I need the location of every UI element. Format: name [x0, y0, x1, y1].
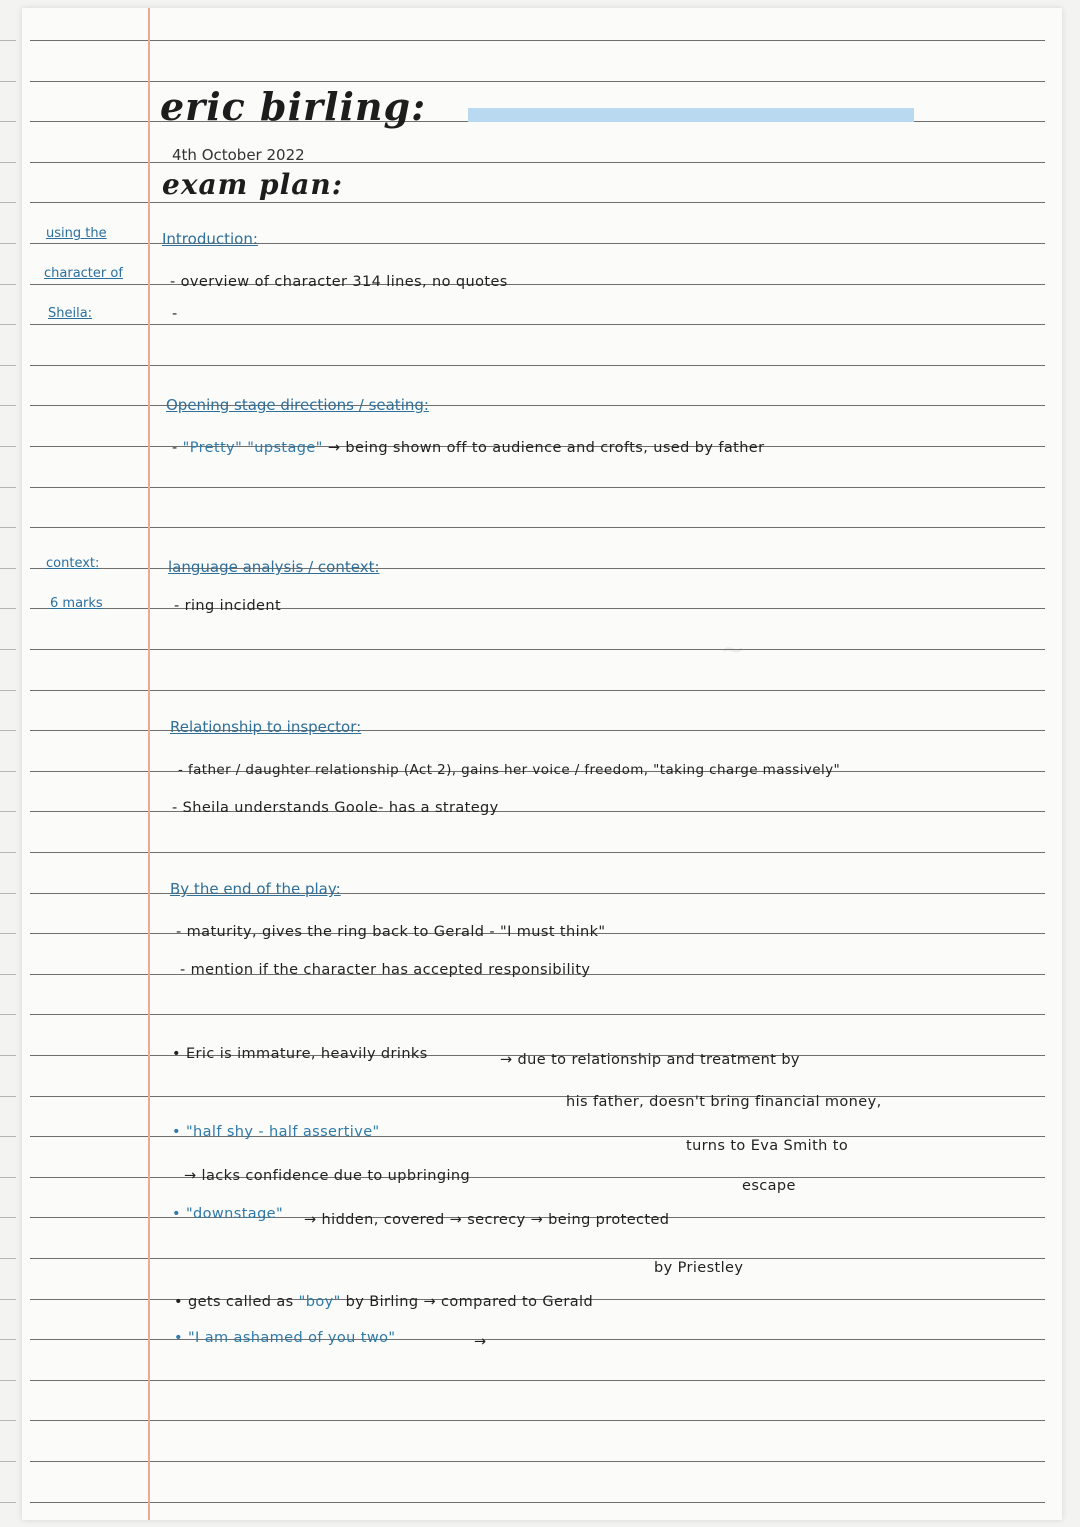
- binding-mark: [0, 1096, 16, 1097]
- ruled-line: [30, 1177, 1045, 1178]
- ruled-line: [30, 81, 1045, 82]
- eric-bullet-4: • gets called as "boy" by Birling → compared to Gerald: [174, 1294, 594, 1310]
- language-heading: language analysis / context:: [168, 558, 380, 576]
- ruled-line: [30, 365, 1045, 366]
- page-date: 4th October 2022: [172, 146, 305, 164]
- intro-line-1: - overview of character 314 lines, no quotes: [170, 274, 508, 290]
- ruled-line: [30, 852, 1045, 853]
- binding-mark: [0, 81, 16, 82]
- binding-mark: [0, 1177, 16, 1178]
- eric-bullet-5-arrow: →: [474, 1334, 487, 1350]
- binding-mark: [0, 405, 16, 406]
- binding-mark: [0, 40, 16, 41]
- ruled-line: [30, 527, 1045, 528]
- ruled-line: [30, 40, 1045, 41]
- ruled-line: [30, 202, 1045, 203]
- binding-mark: [0, 202, 16, 203]
- ruled-line: [30, 324, 1045, 325]
- relationship-heading: Relationship to inspector:: [170, 718, 362, 736]
- ruled-line: [30, 1502, 1045, 1503]
- binding-mark: [0, 1420, 16, 1421]
- ruled-line: [30, 649, 1045, 650]
- end-heading: By the end of the play:: [170, 880, 341, 898]
- binding-mark: [0, 1502, 16, 1503]
- ruled-line: [30, 1420, 1045, 1421]
- binding-mark: [0, 365, 16, 366]
- relationship-line-2: - Sheila understands Goole- has a strategy: [172, 800, 499, 816]
- binding-mark: [0, 1014, 16, 1015]
- binding-mark: [0, 1055, 16, 1056]
- eric-bullet-1-arrow: → due to relationship and treatment by: [500, 1052, 800, 1068]
- binding-mark: [0, 568, 16, 569]
- eric-bullet-3-quote: • "downstage": [172, 1206, 284, 1222]
- eric-bullet-2-line: → lacks confidence due to upbringing: [184, 1168, 471, 1184]
- binding-mark: [0, 1339, 16, 1340]
- binding-mark: [0, 1136, 16, 1137]
- ruled-line: [30, 1380, 1045, 1381]
- binding-mark: [0, 1299, 16, 1300]
- binding-mark: [0, 974, 16, 975]
- eric-bullet-5-quote: • "I am ashamed of you two": [174, 1330, 396, 1346]
- margin-note-marks: 6 marks: [50, 596, 103, 611]
- binding-mark: [0, 121, 16, 122]
- binding-mark: [0, 811, 16, 812]
- binding-mark: [0, 162, 16, 163]
- eric-bullet-3-rest: → hidden, covered → secrecy → being protected: [304, 1212, 670, 1228]
- margin-note-sheila: Sheila:: [48, 306, 93, 321]
- eric-bullet-1-cont2: turns to Eva Smith to: [686, 1138, 849, 1154]
- end-line-1: - maturity, gives the ring back to Gerald - "I must think": [176, 924, 606, 940]
- title-highlight: [468, 108, 914, 122]
- eric-bullet-1: • Eric is immature, heavily drinks: [172, 1046, 428, 1062]
- opening-heading: Opening stage directions / seating:: [166, 396, 429, 414]
- relationship-line-1: - father / daughter relationship (Act 2), gains her voice / freedom, "taking charge massively": [178, 762, 841, 778]
- opening-quotes: "Pretty" "upstage": [182, 440, 323, 456]
- ruled-line: [30, 487, 1045, 488]
- binding-mark: [0, 933, 16, 934]
- margin-line: [148, 8, 150, 1520]
- binding-mark: [0, 1380, 16, 1381]
- binding-mark: [0, 1258, 16, 1259]
- binding-mark: [0, 771, 16, 772]
- binding-mark: [0, 608, 16, 609]
- binding-mark: [0, 1461, 16, 1462]
- eric-bullet-4-quote: "boy": [298, 1294, 341, 1310]
- ruled-line: [30, 690, 1045, 691]
- opening-line-1: - "Pretty" "upstage" → being shown off to audience and crofts, used by father: [172, 440, 765, 456]
- margin-note-using: using the: [46, 226, 107, 241]
- binding-mark: [0, 1217, 16, 1218]
- margin-note-character: character of: [44, 266, 123, 281]
- ruled-line: [30, 1096, 1045, 1097]
- binding-mark: [0, 527, 16, 528]
- binding-mark: [0, 649, 16, 650]
- intro-heading: Introduction:: [162, 230, 258, 248]
- binding-mark: [0, 730, 16, 731]
- bleed-through-text: ~: [720, 632, 746, 667]
- language-line-1: - ring incident: [174, 598, 282, 614]
- margin-note-context: context:: [46, 556, 100, 571]
- eric-bullet-2-quote: • "half shy - half assertive": [172, 1124, 380, 1140]
- binding-mark: [0, 284, 16, 285]
- intro-line-2: -: [172, 306, 178, 322]
- binding-mark: [0, 487, 16, 488]
- binding-mark: [0, 446, 16, 447]
- binding-mark: [0, 893, 16, 894]
- binding-mark: [0, 243, 16, 244]
- ruled-line: [30, 1258, 1045, 1259]
- ruled-line: [30, 1014, 1045, 1015]
- binding-mark: [0, 852, 16, 853]
- page-subtitle: exam plan:: [162, 168, 344, 201]
- page-title: eric birling:: [160, 84, 427, 129]
- ruled-line: [30, 1461, 1045, 1462]
- binding-mark: [0, 690, 16, 691]
- binding-mark: [0, 324, 16, 325]
- eric-bullet-1-cont: his father, doesn't bring financial money,: [566, 1094, 882, 1110]
- eric-bullet-3-cont: by Priestley: [654, 1260, 744, 1276]
- end-line-2: - mention if the character has accepted responsibility: [180, 962, 591, 978]
- eric-bullet-1-cont3: escape: [742, 1178, 796, 1194]
